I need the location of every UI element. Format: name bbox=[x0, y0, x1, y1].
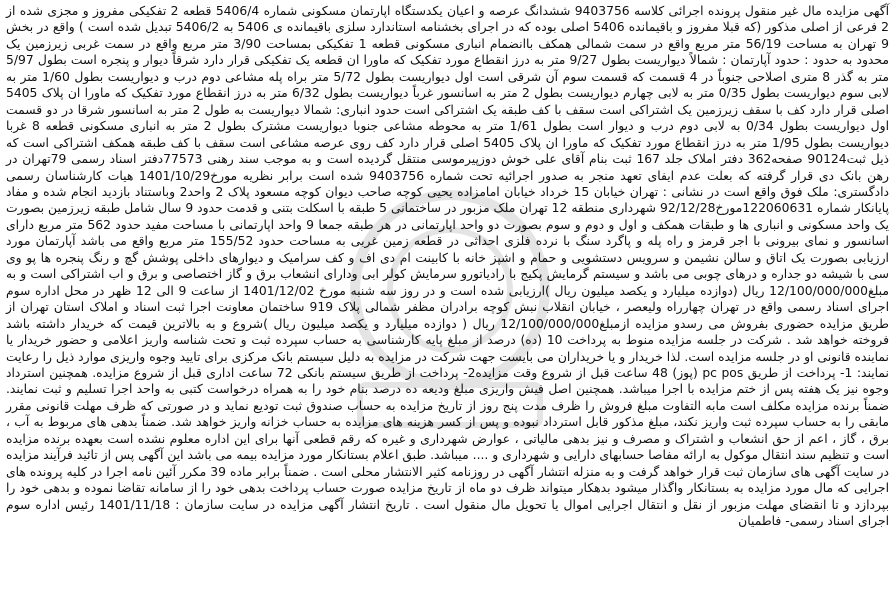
auction-notice-document bbox=[6, 3, 889, 530]
notice-paragraph: آگهی مزایده مال غیر منقول پرونده اجرائی کلاسه 9403756 ششدانگ عرصه و اعیان یکدستگاه اپارتمان مسکونی شماره 5406/4 قطعه 2 تفکیکی مفروز و مجزی شده از 2 فرعی از اصلی مذکور (که قبلا مفروز و باقیمانده 5406 اصلی بوده که در اجرای بخشنامه استاندارد سلزی باقیمانده ی 5406 به 5406/2 تبدیل شده است ) واقع در بخش 9 تهران به مساحت 56/19 متر مربع واقع در سمت شمالی همکف باانضمام انباری مسکونی قطعه 1 تفکیکی بمساحت 3/90 متر مربع واقع در سمت غربی زیرزمین یک محدود به حدود : حدود آپارتمان : شمالاً دیواریست بطول 9/27 متر به درز انقطاع مورد تفکیک که ماورا ان قطعه یک تفکیکی قرار دارد شرقاً دیوار و پنجره است بطول 5/97 متر به گذر 8 متری اصلاحی جنوباً در 4 قسمت که قسمت سوم آن شرقی است اول دیواریست بطول 5/72 متر براه پله مشاعی دوم درب و دیواریست بطول 1/60 متر به لابی سوم دیواریست بطول 0/35 متر به لابی چهارم دیواریست بطول 2 متر به اسانسور غرباً دیواریست بطول 6/32 متر به درز انقطاع مورد تفکیک که ماورا ان پلاک 5405 اصلی قرار دارد کف با سقف زیرزمین یک اشتراکی است سقف با کف طبقه یک اشتراکی است حدود انباری: شمالا دیواریست به طول 2 متر به اسانسور شرقا در دو قسمت اول دیواریست بطول 0/34 به لابی دوم درب و دیوار است بطول 1/61 متر به محوطه مشاعی جنوبا دیواریست مشترک بطول 2 متر به انباری مسکونی قطعه 8 غربا دیواریست بطول 1/95 متر به درز انقطاع مورد تفکیک که ماورا ان پلاک 5405 اصلی قرار دارد کف روی عرصه مشاعی است سقف با کف طبقه همکف اشتراکی است که ذیل ثبت90124 صفحه362 دفتر املاک جلد 167 ثبت بنام آقای علی خوش دوزپیرموسی منتقل گردیده است و به موجب سند رهنی 77573دفتر اسناد رسمی 79تهران در رهن بانک دی قرار گرفته که بعلت عدم ایفای تعهد منجر به صدور اجرائیه تحت شماره 9403756 شده است برابر نظریه مورخ1401/10/29 هیات کارشناسان رسمی دادگستری: ملک فوق واقع است در نشانی : تهران خیابان 15 خرداد خیابان امامزاده یحیی کوچه صاحب دیوان کوچه مسعود پلاک 2 واحد2 وباستناد بازدید انجام شده و مفاد پایانکار شماره 122060631مورخ92/12/28 شهرداری منطقه 12 تهران ملک مزبور در ساختمانی 5 طبقه با اسکلت بتنی و قدمت حدود 9 سال شامل طبقه زیرزمین بصورت یک واحد مسکونی و انباری ها و طبقات همکف و اول و دوم و سوم بصورت دو واحد اپارتمانی در هر طبقه جمعا 9 واحد اپارتمانی با مساحت مفید حدود 562 متر مربع دارای اسانسور و نمای بیرونی با اجر قرمز و راه پله و پاگرد سنگ با نرده فلزی احداثی در قطعه زمین غربی به مساحت حدود 155/52 متر مربع واقع می باشد آپارتمان مورد ارزیابی بصورت یک اتاق و سالن نشیمن و سرویس دستشویی و حمام و اشپز خانه با کابینت ام دی اف و کف سرامیک و دیوارهای داخلی پوشش گچ و رنگ پنجره ها پو وی سی با شیشه دو جداره و درهای چوبی می باشد و سیستم گرمایش پکیج با رادیاتورو سرمایش کولر ابی ودارای انشعاب برق و گاز اختصاصی و برق و اب اشتراکی است و به مبلغ12/100/000/000 ریال (دوازده میلیارد و یکصد میلیون ریال )ارزیابی شده است و در روز سه شنبه مورخ 1401/12/02 از ساعت 9 الی 12 ظهر در محل اداره سوم اجرای اسناد رسمی واقع در تهران چهارراه ولیعصر ، خیابان انقلاب نبش کوچه برادران مظفر شمالی پلاک 919 ساختمان معاونت اجرا ثبت اسناد و املاک استان تهران از طریق مزایده حضوری بفروش می رسدو مزایده ازمبلغ12/100/000/000 ریال ( دوازده میلیارد و یکصد میلیون ریال )شروع و به بالاترین قیمت که خریدار داشته باشد فروخته خواهد شد . شرکت در جلسه مزایده منوط به پرداخت 10 (ده) درصد از مبلغ پایه کارشناسی به حساب سپرده ثبت و تحت شناسه واریز اعلامی و حضور خریدار یا نماینده قانونی او در جلسه مزایده است. لذا خریدار و یا خریداران می بایست جهت شرکت در مزایده به دلیل سیستم بانک مرکزی برای تایید وجوه واریزی موارد ذیل را رعایت نمایند: 1- پرداخت از طریق pc pos (پوز) 48 ساعت قبل از شروع وقت مزایده2- پرداخت از طریق سیستم بانکی 72 ساعت اداری قبل از شروع مزایده. همچنین استرداد وجوه نیز یک هفته پس از ختم مزایده با اجرا میباشد. همچنین اصل فیش واریزی مبلغ ودیعه ده درصد بنام خود را به همراه درخواست کتبی به واحد اجرا تسلیم و ثبت نمایند. ضمناً برنده مزایده مکلف است مابه التفاوت مبلغ فروش را ظرف مدت پنج روز از تاریخ مزایده به حساب صندوق ثبت تودیع نماید و در صورتی که ظرف مهلت قانونی مقرر مابقی را به حساب سپرده ثبت واریز نکند، مبلغ مذکور قابل استرداد نبوده و پس از کسر هزینه های مزایده به حساب خزانه واریز خواهد شد. ضمناً بدهی های مربوط به آب ، برق ، گاز ، اعم از حق انشعاب و اشتراک و مصرف و نیز بدهی مالیاتی ، عوارض شهرداری و غیره که رقم قطعی آنها برای این اداره معلوم نشده است بعهده برنده مزایده است و تنظیم سند انتقال موکول به ارائه مفاصا حسابهای دارایی و شهرداری و .... میباشد. طبق اعلام بستانکار مورد مزایده بیمه می باشد این آگهی پس از تائید فرآیند مزایده در سایت آگهی های سازمان ثبت قرار خواهد گرفت و به منزله انتشار آگهی در روزنامه کثیر الانتشار محلی است . ضمناً برابر ماده 39 مکرر آئین نامه اجرا در کلیه پرونده های اجرایی که مال مورد مزایده به بستانکار واگذار میشود بدهکار میتواند ظرف دو ماه از تاریخ مزایده صورت حساب پرداخت بدهی خود را از سامانه تقاضا نموده و بدهی خود را بپردازد و تا انقضای مهلت مزبور از نقل و انتقال اجرایی اموال یا تحویل مال منقول است . تاریخ انتشار آگهی مزایده در سایت سازمان : 1401/11/18 رئیس اداره سوم اجرای اسناد رسمی- فاطمیان bbox=[6, 4, 890, 529]
